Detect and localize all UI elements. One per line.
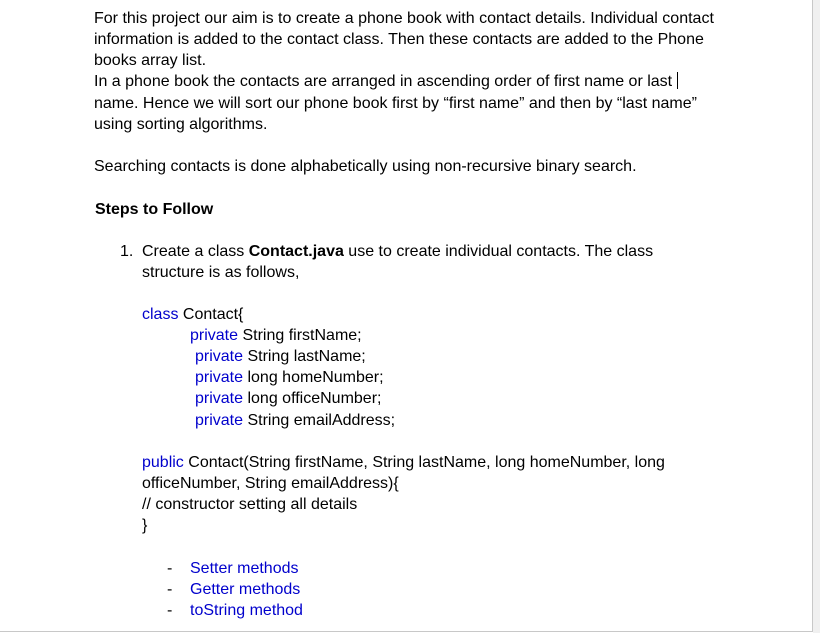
step-1-filename: Contact.java bbox=[248, 243, 344, 260]
bullet-tostring-method: toString method bbox=[190, 602, 303, 619]
code-field-first-name bbox=[190, 325, 362, 346]
intro-line-2: information is added to the contact class. Then these contacts are added to the Phone bbox=[94, 31, 704, 48]
intro-line-1: For this project our aim is to create a phone book with contact details. Individual contact bbox=[94, 10, 714, 27]
keyword-class: class bbox=[142, 306, 179, 323]
field-text: String firstName; bbox=[238, 327, 362, 344]
searching-paragraph: Searching contacts is done alphabetically using non-recursive binary search. bbox=[94, 158, 637, 175]
intro-line-4 bbox=[94, 71, 678, 92]
class-name: Contact{ bbox=[178, 306, 244, 323]
keyword-private: private bbox=[195, 412, 244, 429]
step-1-suffix: use to create individual contacts. The class bbox=[343, 243, 654, 260]
step-1-prefix: Create a class bbox=[142, 243, 249, 260]
intro-line-3: books array list. bbox=[94, 52, 207, 69]
code-field-office-number bbox=[195, 388, 381, 409]
step-1-line-1 bbox=[142, 241, 653, 262]
keyword-private: private bbox=[195, 348, 244, 365]
field-text: long homeNumber; bbox=[243, 369, 384, 386]
intro-line-5: name. Hence we will sort our phone book first by “first name” and then by “last name” bbox=[94, 95, 697, 112]
code-constructor-line-2: officeNumber, String emailAddress){ bbox=[142, 475, 399, 492]
intro-line-6: using sorting algorithms. bbox=[94, 116, 268, 133]
text-cursor bbox=[677, 72, 678, 89]
keyword-private: private bbox=[195, 369, 244, 386]
field-text: long officeNumber; bbox=[243, 390, 382, 407]
code-field-home-number bbox=[195, 367, 384, 388]
intro-line-4-text: In a phone book the contacts are arranged in ascending order of first name or last bbox=[94, 73, 673, 90]
bullet-dash: - bbox=[167, 560, 173, 577]
code-constructor-close: } bbox=[142, 517, 148, 534]
keyword-private: private bbox=[195, 390, 244, 407]
constructor-signature: Contact(String firstName, String lastName, long homeNumber, long bbox=[183, 454, 665, 471]
step-1-line-2: structure is as follows, bbox=[142, 264, 300, 281]
keyword-public: public bbox=[142, 454, 184, 471]
bullet-getter-methods: Getter methods bbox=[190, 581, 301, 598]
field-text: String emailAddress; bbox=[243, 412, 396, 429]
bullet-dash: - bbox=[167, 602, 173, 619]
code-field-email-address bbox=[195, 410, 395, 431]
step-1-number: 1. bbox=[120, 243, 134, 260]
keyword-private: private bbox=[190, 327, 239, 344]
code-field-last-name bbox=[195, 346, 366, 367]
document-gutter bbox=[813, 0, 820, 633]
bullet-setter-methods: Setter methods bbox=[190, 560, 299, 577]
bullet-dash: - bbox=[167, 581, 173, 598]
code-class-declaration bbox=[142, 304, 243, 325]
field-text: String lastName; bbox=[243, 348, 366, 365]
code-constructor-line-1 bbox=[142, 452, 665, 473]
code-constructor-comment: // constructor setting all details bbox=[142, 496, 358, 513]
steps-heading: Steps to Follow bbox=[95, 201, 214, 218]
